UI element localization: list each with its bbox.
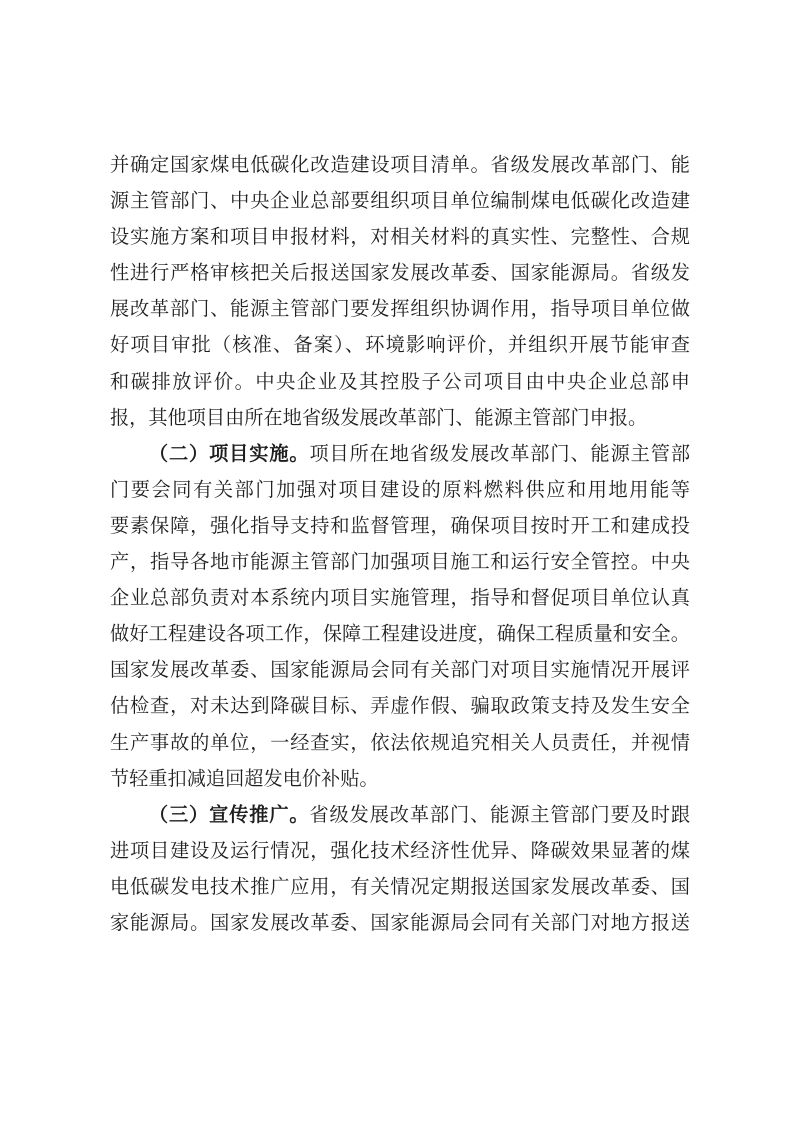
text-line: 产，指导各地市能源主管部门加强项目施工和运行安全管控。中央 <box>110 550 690 574</box>
text-line: 电低碳发电技术推广应用，有关情况定期报送国家发展改革委、国 <box>110 874 690 898</box>
paragraph-3 <box>110 797 690 941</box>
text-line: 要素保障，强化指导支持和监督管理，确保项目按时开工和建成投 <box>110 513 690 537</box>
text-line: 进项目建设及运行情况，强化技术经济性优异、降碳效果显著的煤 <box>110 838 690 862</box>
text-line: 生产事故的单位，一经查实，依法依规追究相关人员责任，并视情 <box>110 730 690 754</box>
text-line: 节轻重扣减追回超发电价补贴。 <box>110 766 379 790</box>
paragraph-2 <box>110 436 690 797</box>
text-line: 做好工程建设各项工作，保障工程建设进度，确保工程质量和安全。 <box>110 622 690 646</box>
text-run: 省级发展改革部门、能源主管部门要及时跟 <box>309 802 691 826</box>
text-run: 项目所在地省级发展改革部门、能源主管部 <box>309 441 691 465</box>
text-line: 估检查，对未达到降碳目标、弄虚作假、骗取政策支持及发生安全 <box>110 694 690 718</box>
text-line-first <box>110 797 690 833</box>
section-heading: （三）宣传推广。 <box>148 802 310 826</box>
text-line: 企业总部负责对本系统内项目实施管理，指导和督促项目单位认真 <box>110 586 690 610</box>
document-body <box>110 147 690 941</box>
text-line: 和碳排放评价。中央企业及其控股子公司项目由中央企业总部申 <box>110 369 690 393</box>
text-line: 设实施方案和项目申报材料，对相关材料的真实性、完整性、合规 <box>110 225 690 249</box>
text-line: 展改革部门、能源主管部门要发挥组织协调作用，指导项目单位做 <box>110 297 690 321</box>
text-line: 门要会同有关部门加强对项目建设的原料燃料供应和用地用能等 <box>110 477 690 501</box>
text-line: 报，其他项目由所在地省级发展改革部门、能源主管部门申报。 <box>110 405 648 429</box>
text-line: 家能源局。国家发展改革委、国家能源局会同有关部门对地方报送 <box>110 910 690 934</box>
text-line: 源主管部门、中央企业总部要组织项目单位编制煤电低碳化改造建 <box>110 189 690 213</box>
text-line: 并确定国家煤电低碳化改造建设项目清单。省级发展改革部门、能 <box>110 153 690 176</box>
text-line: 好项目审批（核准、备案）、环境影响评价，并组织开展节能审查 <box>110 333 690 357</box>
text-line: 性进行严格审核把关后报送国家发展改革委、国家能源局。省级发 <box>110 261 690 285</box>
section-heading: （二）项目实施。 <box>148 441 310 465</box>
text-line-first <box>110 436 690 472</box>
text-line: 国家发展改革委、国家能源局会同有关部门对项目实施情况开展评 <box>110 658 690 682</box>
paragraph-1 <box>110 147 690 436</box>
